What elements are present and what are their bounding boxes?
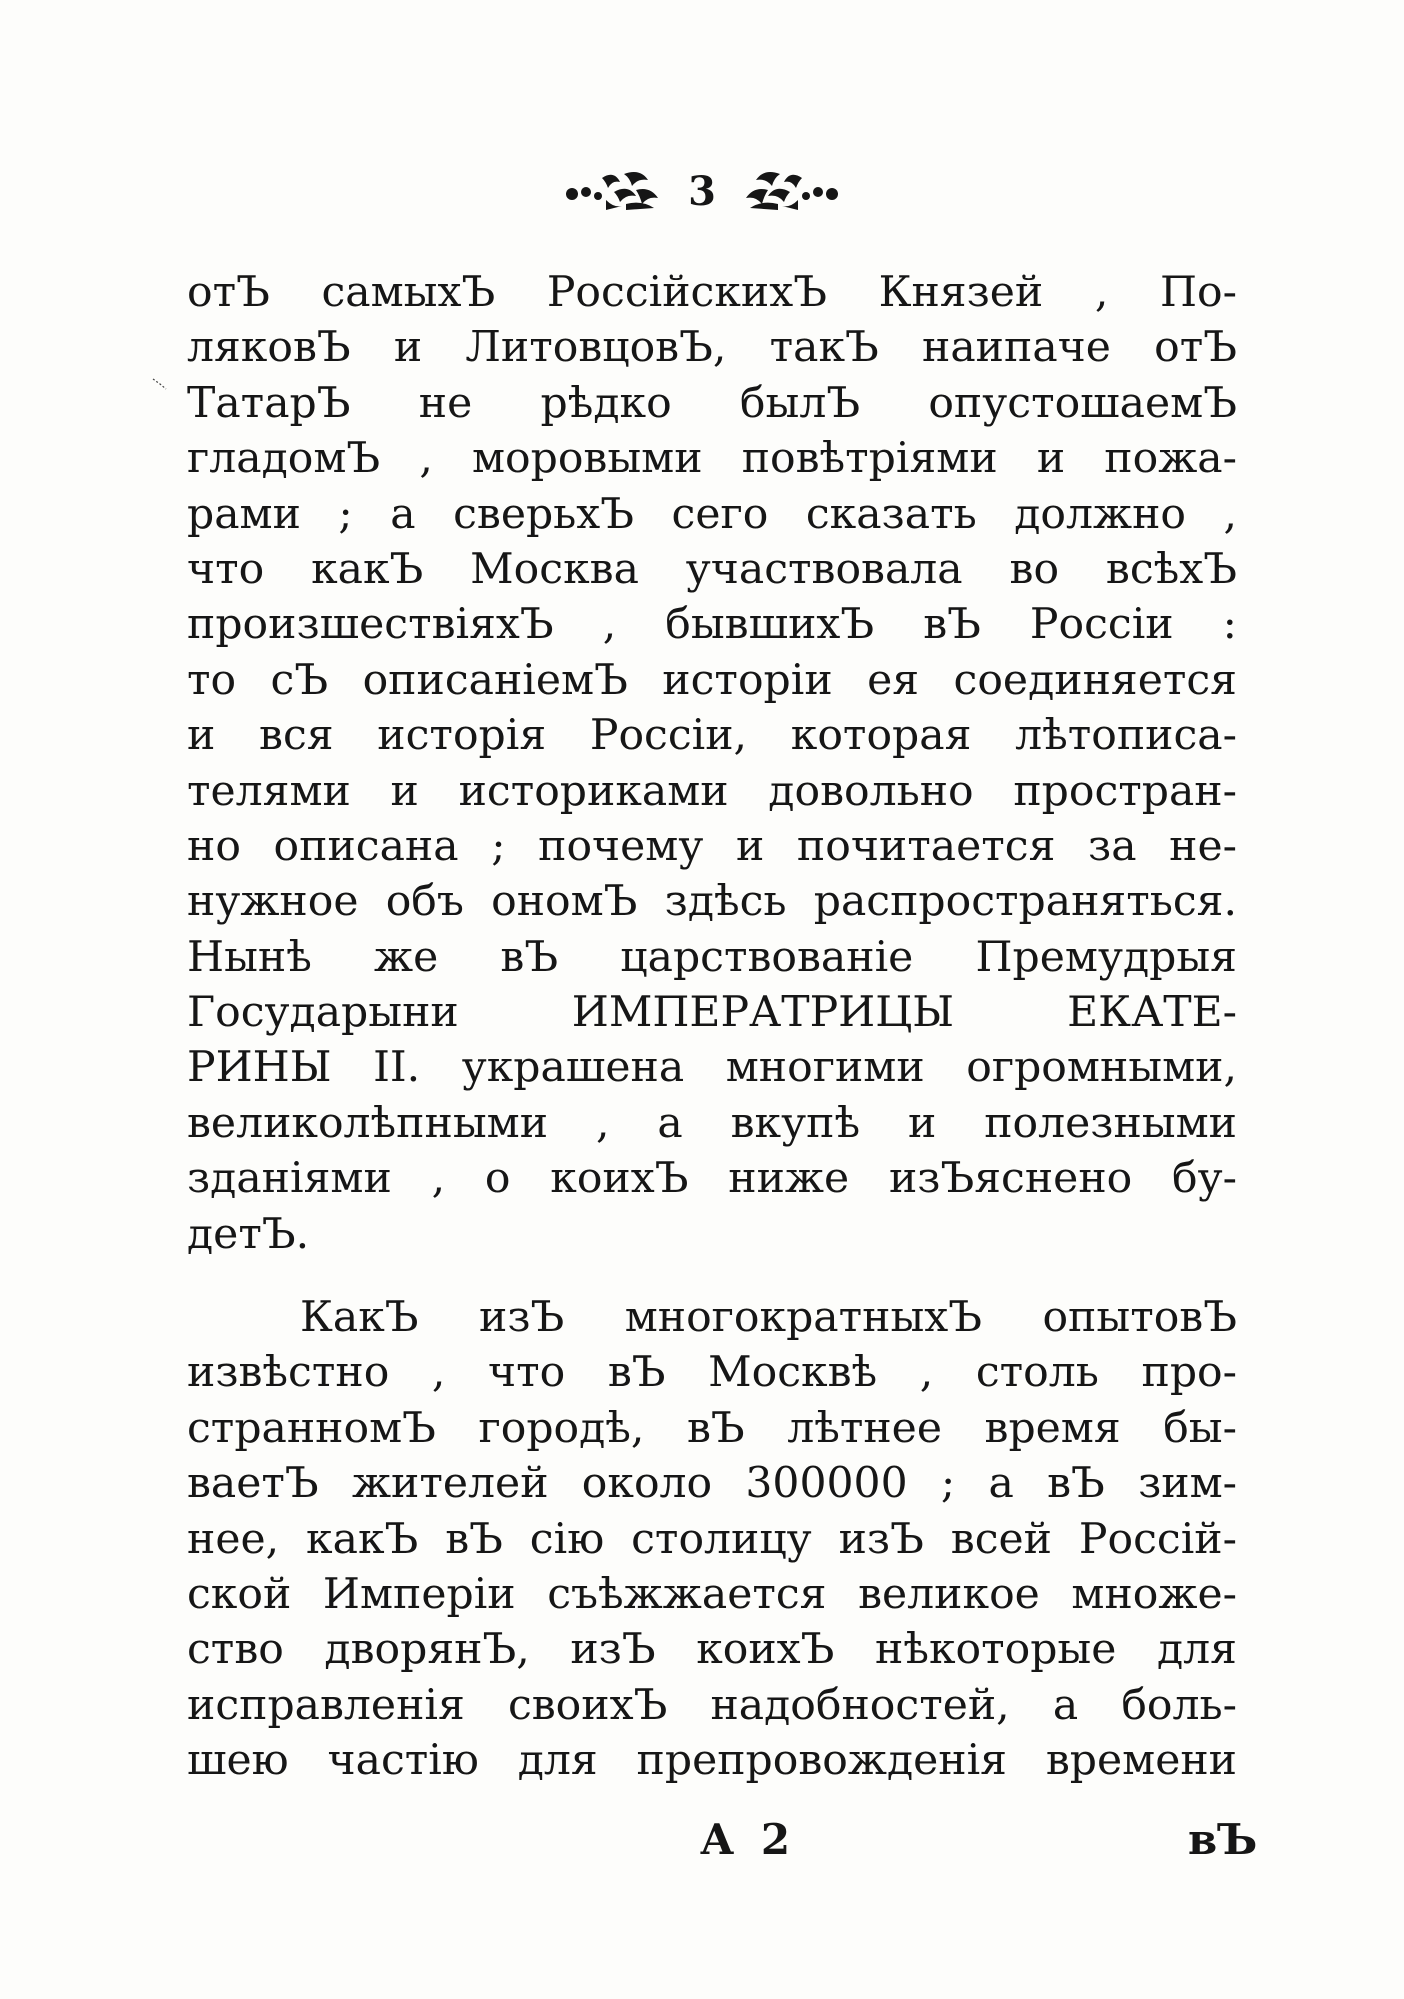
- text-line: рами ; а сверьхЪ сего сказать должно ,: [187, 489, 1237, 539]
- text-line: и вся исторія Россіи, которая лѣтописа-: [187, 711, 1237, 761]
- text-line: ляковЪ и ЛитовцовЪ, такЪ наипаче отЪ: [187, 323, 1237, 373]
- text-line: исправленія своихЪ надобностей, а боль-: [187, 1680, 1237, 1730]
- text-line: Нынѣ же вЪ царствованіе Премудрыя: [187, 932, 1237, 982]
- page-header: [0, 150, 1404, 230]
- floral-ornament-left-icon: [562, 168, 662, 212]
- text-line: ТатарЪ не рѣдко былЪ опустошаемЪ: [187, 378, 1237, 428]
- text-line: шею частію для препровожденія времени: [187, 1736, 1237, 1786]
- text-line: произшествіяхЪ , бывшихЪ вЪ Россіи :: [187, 600, 1237, 650]
- floral-ornament-right-icon: [742, 168, 842, 212]
- page-number: 3: [688, 168, 716, 215]
- paragraph-1: [187, 265, 1237, 1262]
- text-line: нужное объ ономЪ здѣсь распространяться.: [187, 877, 1237, 927]
- text-line: отЪ самыхЪ РоссійскихЪ Князей , По-: [187, 268, 1237, 317]
- text-line: то сЪ описаніемЪ исторіи ея соединяется: [187, 655, 1237, 705]
- page-footer: [0, 1815, 1404, 1875]
- text-line: но описана ; почему и почитается за не-: [187, 821, 1237, 871]
- text-line: Государыни ИМПЕРАТРИЦЫ ЕКАТЕ-: [187, 988, 1237, 1038]
- text-line: ваетЪ жителей около 300000 ; а вЪ зим-: [187, 1459, 1237, 1509]
- text-line: нее, какЪ вЪ сію столицу изЪ всей Россій-: [187, 1514, 1237, 1564]
- text-line: ской Имперіи съѣжжается великое множе-: [187, 1569, 1237, 1619]
- text-line: что какЪ Москва участвовала во всѣхЪ: [187, 544, 1237, 594]
- text-line: великолѣпными , а вкупѣ и полезными: [187, 1098, 1237, 1148]
- text-line: телями и историками довольно простран-: [187, 766, 1237, 816]
- text-line: зданіями , о коихЪ ниже изЪяснено бу-: [187, 1154, 1237, 1204]
- text-line: странномЪ городѣ, вЪ лѣтнее время бы-: [187, 1403, 1237, 1453]
- catchword: вЪ: [1188, 1815, 1258, 1864]
- text-line: РИНЫ II. украшена многими огромными,: [187, 1043, 1237, 1093]
- ink-speck-icon: [152, 376, 168, 395]
- signature-mark: А 2: [700, 1815, 797, 1864]
- paragraph-2: [187, 1290, 1237, 1789]
- text-line: ство дворянЪ, изЪ коихЪ нѣкоторые для: [187, 1625, 1237, 1675]
- text-line: КакЪ изЪ многократныхЪ опытовЪ: [300, 1293, 1237, 1342]
- text-line: извѣстно , что вЪ Москвѣ , столь про-: [187, 1348, 1237, 1398]
- text-line: детЪ.: [187, 1209, 310, 1259]
- text-line: гладомЪ , моровыми повѣтріями и пожа-: [187, 434, 1237, 484]
